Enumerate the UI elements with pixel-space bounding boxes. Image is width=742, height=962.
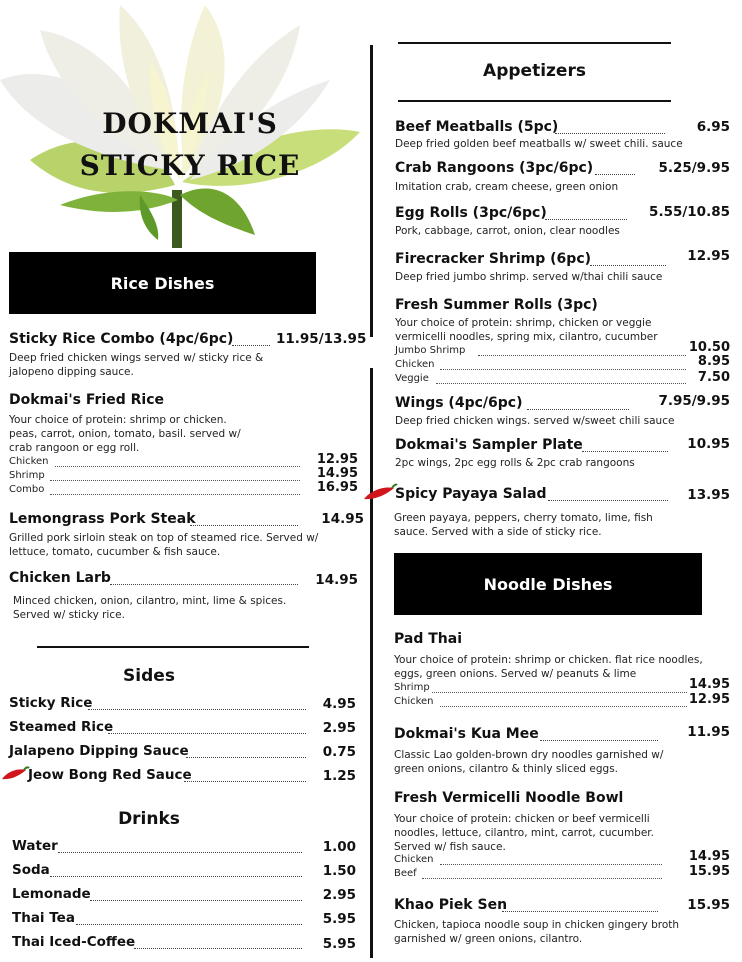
leader-dots bbox=[76, 924, 302, 925]
rice-item-name: Lemongrass Pork Steak bbox=[9, 511, 196, 527]
appetizer-item-name: Fresh Summer Rolls (3pc) bbox=[395, 297, 598, 313]
option-name: Beef bbox=[394, 868, 417, 879]
drink-item-price: 2.95 bbox=[322, 887, 356, 903]
appetizer-item-desc: Green payaya, peppers, cherry tomato, lime, fish sauce. Served with a side of sticky rice. bbox=[394, 512, 653, 538]
option-price: 7.50 bbox=[697, 370, 730, 385]
section-divider bbox=[37, 646, 309, 648]
leader-dots bbox=[90, 900, 302, 901]
drink-item-price: 5.95 bbox=[322, 911, 356, 927]
noodle-item-name: Dokmai's Kua Mee bbox=[394, 726, 539, 742]
leader-dots bbox=[190, 525, 298, 526]
drink-item-price: 1.00 bbox=[322, 839, 356, 855]
leader-dots bbox=[110, 584, 298, 585]
leader-dots bbox=[436, 383, 686, 384]
leader-dots bbox=[50, 876, 302, 877]
leader-dots bbox=[232, 345, 270, 346]
appetizer-item-name: Firecracker Shrimp (6pc) bbox=[395, 251, 592, 267]
option-name: Shrimp bbox=[394, 682, 430, 693]
appetizer-item-price: 7.95/9.95 bbox=[658, 393, 730, 409]
restaurant-title-line-1: DOKMAI'S bbox=[102, 107, 278, 140]
drink-item-name: Lemonade bbox=[12, 886, 91, 902]
drink-item-price: 5.95 bbox=[322, 936, 356, 952]
side-item-price: 1.25 bbox=[322, 768, 356, 784]
noodle-item-name: Fresh Vermicelli Noodle Bowl bbox=[394, 790, 624, 806]
appetizer-item-desc: Pork, cabbage, carrot, onion, clear noodles bbox=[395, 225, 620, 237]
noodle-item-name: Pad Thai bbox=[394, 631, 462, 647]
option-name: Chicken bbox=[394, 854, 434, 865]
restaurant-title-line-2: STICKY RICE bbox=[79, 149, 301, 182]
column-divider bbox=[370, 45, 373, 337]
chili-pepper-icon bbox=[0, 765, 30, 783]
noodle-item-price: 15.95 bbox=[687, 897, 730, 913]
leader-dots bbox=[440, 706, 687, 707]
noodle-item-desc: Chicken, tapioca noodle soup in chicken gingery broth garnished w/ green onions, cilantro. bbox=[394, 919, 680, 945]
appetizer-item-price: 6.95 bbox=[696, 119, 730, 135]
leader-dots bbox=[50, 480, 300, 481]
option-name: Combo bbox=[9, 484, 45, 495]
appetizer-item-price: 5.25/9.95 bbox=[658, 160, 730, 176]
appetizer-item-name: Beef Meatballs (5pc) bbox=[395, 119, 559, 135]
leader-dots bbox=[502, 911, 658, 912]
appetizer-item-price: 13.95 bbox=[687, 487, 730, 503]
drink-item-price: 1.50 bbox=[322, 863, 356, 879]
drinks-heading: Drinks bbox=[118, 809, 180, 829]
option-price: 14.95 bbox=[316, 466, 358, 481]
rice-item-price: 14.95 bbox=[321, 511, 364, 527]
option-price: 12.95 bbox=[688, 692, 730, 707]
side-item-price: 0.75 bbox=[322, 744, 356, 760]
noodle-item-desc: Your choice of protein: shrimp or chicken. flat rice noodles, eggs, green onions. Served w/ peanuts & lime bbox=[394, 654, 703, 680]
option-name: Chicken bbox=[394, 696, 434, 707]
rice-item-desc: Grilled pork sirloin steak on top of steamed rice. Served w/ lettuce, tomato, cucumber & fish sauce. bbox=[9, 532, 319, 558]
rice-item-desc: Minced chicken, onion, cilantro, mint, lime & spices. Served w/ sticky rice. bbox=[13, 595, 287, 621]
option-name: Jumbo Shrimp bbox=[395, 345, 466, 356]
appetizer-item-name: Wings (4pc/6pc) bbox=[395, 395, 523, 411]
option-price: 10.50 bbox=[688, 340, 730, 355]
option-price: 14.95 bbox=[688, 677, 730, 692]
leader-dots bbox=[186, 757, 306, 758]
drink-item-name: Thai Tea bbox=[12, 910, 75, 926]
rice-item-desc: Your choice of protein: shrimp or chicken. peas, carrot, onion, tomato, basil. served w/ crab rangoon or egg roll. bbox=[9, 414, 241, 454]
side-item-price: 4.95 bbox=[322, 696, 356, 712]
leader-dots bbox=[108, 733, 306, 734]
side-item-name: Jalapeno Dipping Sauce bbox=[9, 743, 189, 759]
rice-item-name: Chicken Larb bbox=[9, 570, 111, 586]
option-price: 15.95 bbox=[688, 864, 730, 879]
rice-item-name: Dokmai's Fried Rice bbox=[9, 392, 165, 408]
section-divider bbox=[398, 42, 671, 44]
noodle-item-price: 11.95 bbox=[687, 724, 730, 740]
noodle-item-name: Khao Piek Sen bbox=[394, 897, 508, 913]
leader-dots bbox=[540, 740, 658, 741]
noodle-dishes-banner bbox=[394, 553, 702, 615]
rice-item-desc: Deep fried chicken wings served w/ sticky rice & jalopeno dipping sauce. bbox=[9, 352, 264, 378]
appetizer-item-name: Crab Rangoons (3pc/6pc) bbox=[395, 160, 594, 176]
appetizer-item-desc: Your choice of protein: shrimp, chicken or veggie vermicelli noodles, spring mix, cilantro, cucumber bbox=[395, 317, 658, 343]
leader-dots bbox=[582, 451, 668, 452]
leader-dots bbox=[432, 692, 687, 693]
leader-dots bbox=[595, 174, 635, 175]
leader-dots bbox=[478, 355, 686, 356]
leader-dots bbox=[545, 219, 627, 220]
appetizers-heading: Appetizers bbox=[483, 61, 586, 81]
option-name: Chicken bbox=[395, 359, 435, 370]
noodle-item-desc: Your choice of protein: chicken or beef vermicelli noodles, lettuce, cilantro, mint, carrot, cucumber. Served w/ fish sauce. bbox=[394, 813, 654, 853]
option-price: 16.95 bbox=[316, 480, 358, 495]
option-name: Shrimp bbox=[9, 470, 45, 481]
leader-dots bbox=[50, 494, 300, 495]
rice-dishes-banner bbox=[9, 252, 316, 314]
appetizer-item-price: 5.55/10.85 bbox=[649, 204, 730, 220]
appetizer-item-desc: 2pc wings, 2pc egg rolls & 2pc crab rangoons bbox=[395, 457, 635, 469]
noodle-dishes-heading: Noodle Dishes bbox=[483, 574, 613, 594]
drink-item-name: Thai Iced-Coffee bbox=[12, 934, 136, 950]
leader-dots bbox=[590, 265, 666, 266]
option-name: Veggie bbox=[395, 373, 429, 384]
side-item-price: 2.95 bbox=[322, 720, 356, 736]
appetizer-item-name: Egg Rolls (3pc/6pc) bbox=[395, 205, 547, 221]
appetizer-item-price: 12.95 bbox=[687, 248, 730, 264]
option-name: Chicken bbox=[9, 456, 49, 467]
appetizer-item-name: Spicy Payaya Salad bbox=[395, 486, 547, 502]
side-item-name: Jeow Bong Red Sauce bbox=[28, 767, 192, 783]
leader-dots bbox=[440, 369, 686, 370]
leader-dots bbox=[548, 500, 668, 501]
section-divider bbox=[398, 100, 671, 102]
leader-dots bbox=[527, 409, 629, 410]
leader-dots bbox=[555, 133, 665, 134]
option-price: 12.95 bbox=[316, 452, 358, 467]
appetizer-item-name: Dokmai's Sampler Plate bbox=[395, 437, 583, 453]
appetizer-item-desc: Deep fried golden beef meatballs w/ sweet chili. sauce bbox=[395, 138, 683, 150]
rice-item-name: Sticky Rice Combo (4pc/6pc) bbox=[9, 331, 234, 347]
leader-dots bbox=[134, 948, 302, 949]
rice-dishes-heading: Rice Dishes bbox=[110, 273, 215, 293]
option-price: 14.95 bbox=[688, 849, 730, 864]
drink-item-name: Water bbox=[12, 838, 58, 854]
drink-item-name: Soda bbox=[12, 862, 50, 878]
leader-dots bbox=[440, 864, 662, 865]
column-divider-lower bbox=[370, 368, 373, 958]
leader-dots bbox=[422, 878, 662, 879]
appetizer-item-price: 10.95 bbox=[687, 436, 730, 452]
appetizer-item-desc: Imitation crab, cream cheese, green onion bbox=[395, 181, 619, 193]
chili-pepper-icon bbox=[362, 482, 398, 502]
noodle-item-desc: Classic Lao golden-brown dry noodles garnished w/ green onions, cilantro & thinly sliced eggs. bbox=[394, 749, 664, 775]
side-item-name: Steamed Rice bbox=[9, 719, 114, 735]
leader-dots bbox=[55, 466, 300, 467]
leader-dots bbox=[58, 852, 302, 853]
leader-dots bbox=[184, 781, 306, 782]
rice-item-price: 14.95 bbox=[315, 572, 358, 588]
rice-item-price: 11.95/13.95 bbox=[276, 331, 367, 347]
leader-dots bbox=[88, 709, 306, 710]
option-price: 8.95 bbox=[697, 354, 730, 369]
appetizer-item-desc: Deep fried chicken wings. served w/sweet chili sauce bbox=[395, 415, 675, 427]
side-item-name: Sticky Rice bbox=[9, 695, 93, 711]
appetizer-item-desc: Deep fried jumbo shrimp. served w/thai chili sauce bbox=[395, 271, 663, 283]
sides-heading: Sides bbox=[123, 666, 175, 686]
